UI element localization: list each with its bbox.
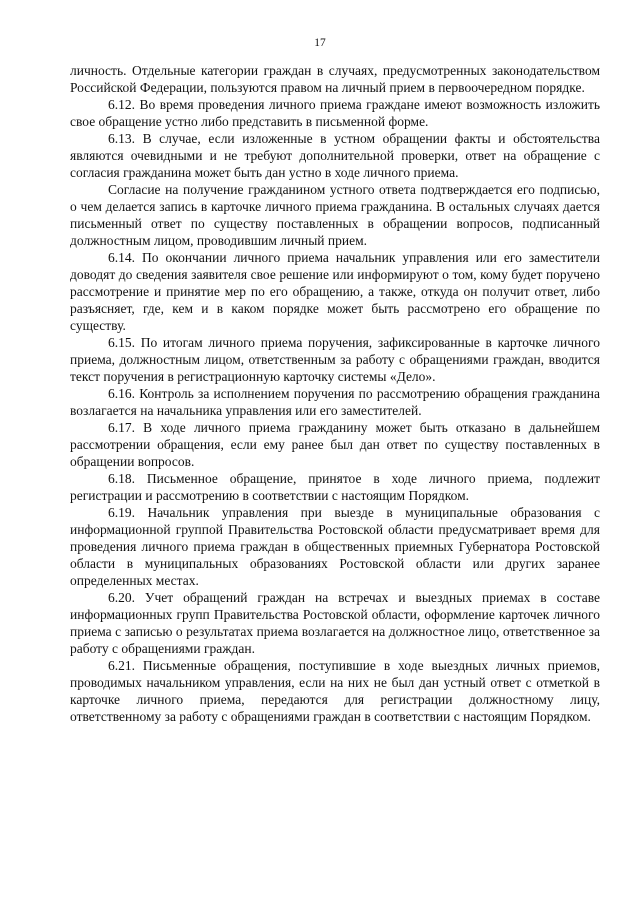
page-number: 17 [314,37,326,49]
document-body [70,62,600,725]
paragraph: 6.21. Письменные обращения, поступившие в ходе выездных личных приемов, проводимых начальником управления, если на них не был дан устный ответ с отметкой в карточке личного приема, передаются для регистрации должностному лицу, ответственному за работу с обращениями граждан в соответствии с настоящим Порядком. [70,658,600,724]
paragraph: 6.16. Контроль за исполнением поручения по рассмотрению обращения гражданина возлагается на начальника управления или его заместителей. [70,386,600,418]
paragraph: 6.18. Письменное обращение, принятое в ходе личного приема, подлежит регистрации и рассмотрению в соответствии с настоящим Порядком. [70,471,600,503]
paragraph: 6.20. Учет обращений граждан на встречах и выездных приемах в составе информационных групп Правительства Ростовской области, оформление карточек личного приема с записью о результатах приема возлагается на должностное лицо, ответственное за работу с обращениями граждан. [70,590,600,656]
paragraph: 6.19. Начальник управления при выезде в муниципальные образования с информационной группой Правительства Ростовской области предусматривает время для проведения личного приема граждан в общественных приемных Губернатора Ростовской области в муниципальных образованиях Ростовской области или других заранее определенных местах. [70,505,600,588]
paragraph: 6.17. В ходе личного приема гражданину может быть отказано в дальнейшем рассмотрении обращения, если ему ранее был дан ответ по существу поставленных в обращении вопросов. [70,420,600,469]
paragraph: 6.15. По итогам личного приема поручения, зафиксированные в карточке личного приема, должностным лицом, ответственным за работу с обращениями граждан, вводится текст поручения в регистрационную карточку системы «Дело». [70,335,600,384]
paragraph: 6.12. Во время проведения личного приема граждане имеют возможность изложить свое обращение устно либо представить в письменной форме. [70,97,600,129]
paragraph: Согласие на получение гражданином устного ответа подтверждается его подписью, о чем делается запись в карточке личного приема гражданина. В остальных случаях дается письменный ответ по существу поставленных в обращении вопросов, подписанный должностным лицом, проводившим личный прием. [70,182,600,248]
paragraph: личность. Отдельные категории граждан в случаях, предусмотренных законодательством Российской Федерации, пользуются правом на личный прием в первоочередном порядке. [70,63,600,95]
paragraph: 6.14. По окончании личного приема начальник управления или его заместители доводят до сведения заявителя свое решение или информируют о том, кому будет поручено рассмотрение и принятие мер по его обращению, а также, откуда он получит ответ, либо разъясняет, где, кем и в каком порядке может быть рассмотрено его обращение по существу. [70,250,600,333]
paragraph: 6.13. В случае, если изложенные в устном обращении факты и обстоятельства являются очевидными и не требуют дополнительной проверки, ответ на обращение с согласия гражданина может быть дан устно в ходе личного приема. [70,131,600,180]
